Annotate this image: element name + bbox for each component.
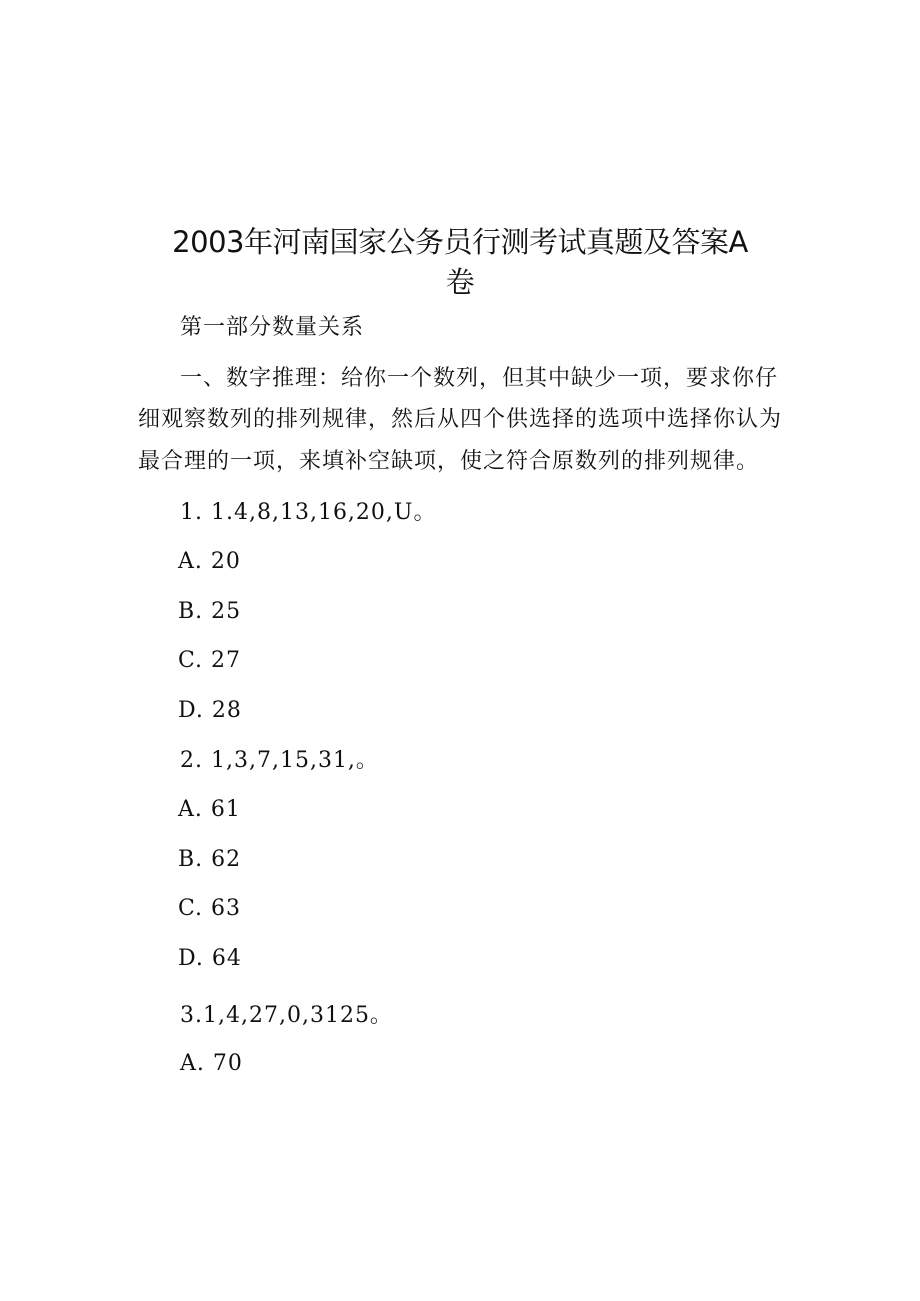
question-3-option-a: A. 70	[180, 1051, 243, 1076]
question-1-option-b: B. 25	[178, 599, 242, 624]
instruction-line-3: 最合理的一项，来填补空缺项，使之符合原数列的排列规律。	[138, 449, 760, 474]
section-heading: 第一部分数量关系	[180, 315, 365, 340]
question-2-stem: 2. 1,3,7,15,31,。	[180, 748, 379, 773]
question-1-option-a: A. 20	[178, 549, 241, 574]
question-1-option-d: D. 28	[178, 698, 242, 723]
question-2-option-a: A. 61	[178, 797, 241, 822]
question-3-stem: 3.1,4,27,0,3125。	[180, 1003, 393, 1028]
question-1-stem: 1. 1.4,8,13,16,20,U。	[180, 500, 437, 525]
question-2-option-c: C. 63	[178, 896, 242, 921]
question-1-option-c: C. 27	[178, 648, 242, 673]
instruction-line-2: 细观察数列的排列规律，然后从四个供选择的选项中选择你认为	[138, 407, 783, 432]
question-2-option-d: D. 64	[178, 946, 242, 971]
question-2-option-b: B. 62	[178, 847, 242, 872]
document-title-line-2: 卷	[445, 265, 475, 299]
document-title-line-1: 2003年河南国家公务员行测考试真题及答案A	[172, 225, 748, 259]
instruction-line-1: 一、数字推理：给你一个数列，但其中缺少一项，要求你仔	[180, 366, 779, 391]
